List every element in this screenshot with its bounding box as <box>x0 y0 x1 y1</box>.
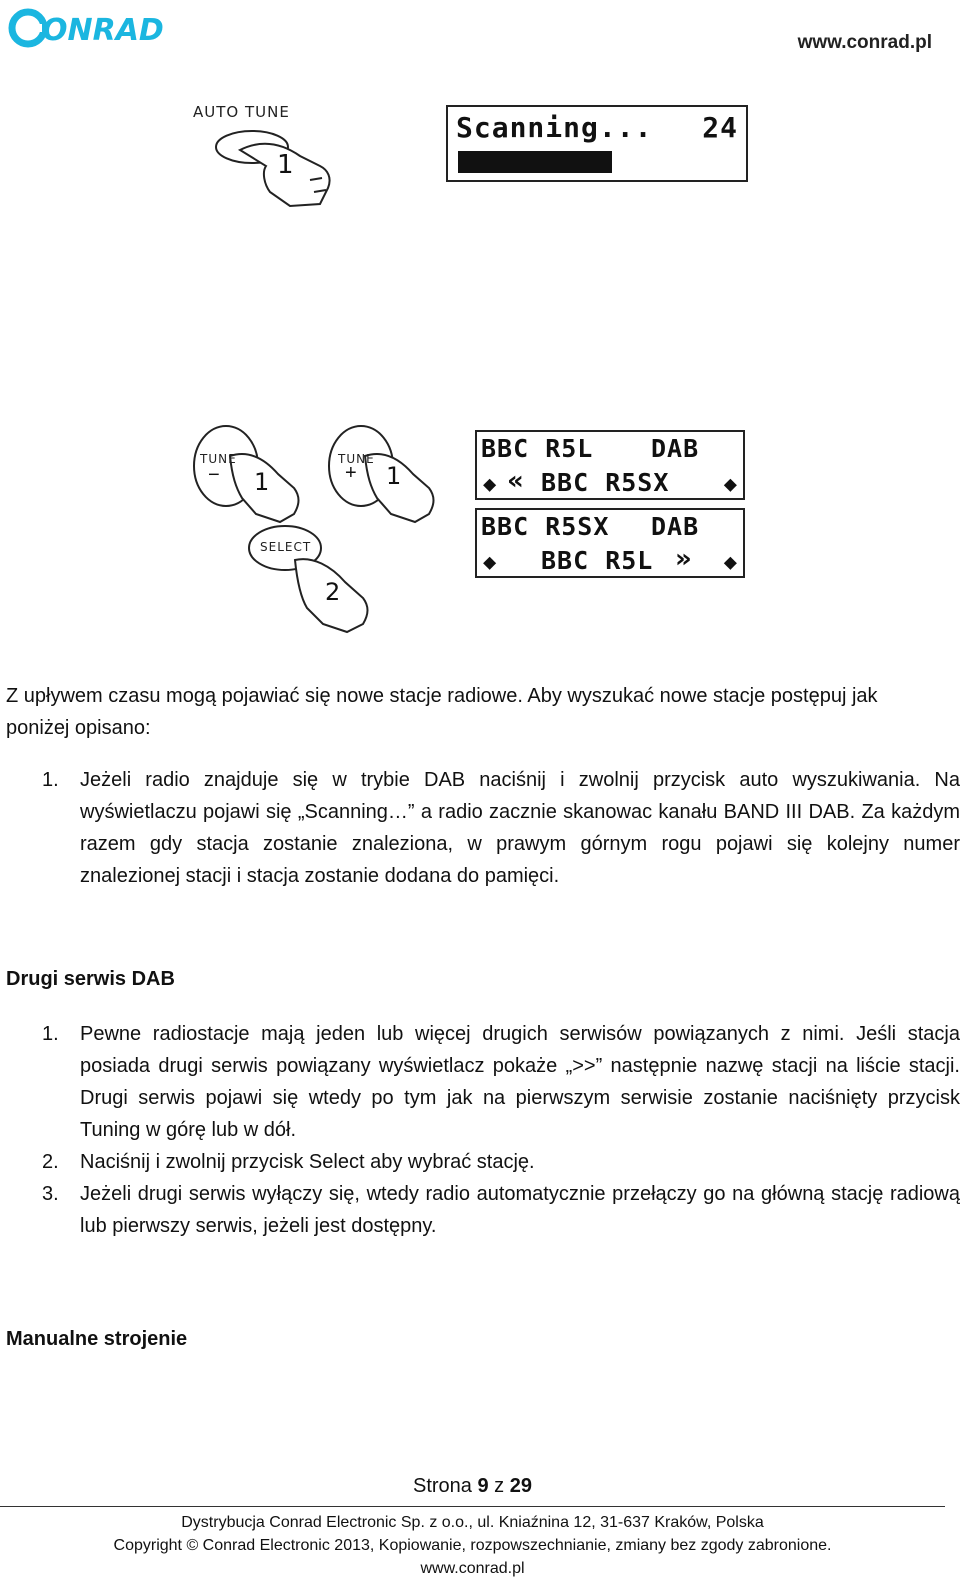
section-heading-dab: Drugi serwis DAB <box>6 968 175 990</box>
chevron-left-icon: « <box>507 466 524 496</box>
list-text: Naciśnij i zwolnij przycisk Select aby wybrać stację. <box>80 1151 535 1173</box>
page-separator: z <box>488 1475 510 1497</box>
list-number: 3. <box>42 1183 59 1205</box>
right-arrow-icon: ◆ <box>723 550 737 575</box>
display-band: DAB <box>651 434 700 463</box>
station-display-2 <box>475 508 745 578</box>
list-number: 2. <box>42 1151 59 1173</box>
header-url[interactable]: www.conrad.pl <box>797 32 932 53</box>
display-secondary-service: BBC R5SX <box>541 468 670 497</box>
step-number: 1 <box>386 462 402 490</box>
tune-up-button-hand-icon <box>325 418 445 528</box>
scan-progress-bar <box>458 151 612 173</box>
chevron-right-icon: » <box>675 544 692 574</box>
logo-wordmark: ONRAD <box>42 13 164 48</box>
left-arrow-icon: ◆ <box>483 472 497 497</box>
display-station-name: BBC R5L <box>481 434 594 463</box>
list-number: 1. <box>42 769 59 791</box>
intro-paragraph: Z upływem czasu mogą pojawiać się nowe stacje radiowe. Aby wyszukać nowe stacje postępuj jak poniżej opisano: <box>6 685 878 739</box>
scanning-display <box>446 105 748 182</box>
display-primary-service: BBC R5L <box>541 546 654 575</box>
auto-tune-label: AUTO TUNE <box>193 103 290 121</box>
tune-minus-label: TUNE <box>200 452 237 466</box>
list-number: 1. <box>42 1023 59 1045</box>
tune-minus-sign: − <box>208 464 220 486</box>
display-station-count: 24 <box>702 111 738 144</box>
display-scanning-text: Scanning... <box>456 111 653 144</box>
list-text: Jeżeli drugi serwis wyłączy się, wtedy radio automatycznie przełączy go na główną stację radiową lub pierwszy serwis, jeżeli jest dostępny. <box>80 1183 960 1237</box>
step-number: 1 <box>254 468 270 496</box>
page-total: 29 <box>509 1475 532 1497</box>
page-prefix: Strona <box>413 1475 478 1497</box>
display-band: DAB <box>651 512 700 541</box>
display-station-name: BBC R5SX <box>481 512 610 541</box>
list-item <box>6 1178 958 1242</box>
list-text: Jeżeli radio znajduje się w trybie DAB naciśnij i zwolnij przycisk auto wyszukiwania. Na wyświetlaczu pojawi się „Scanning…” a radio zacznie skanowac kanału BAND III DAB. Za każdym razem gdy stacja zostanie znaleziona, w prawym górnym rogu pojawi się kolejny numer znalezionej stacji i stacja zostanie dodana do pamięci. <box>80 769 960 887</box>
select-button-hand-icon <box>245 520 385 635</box>
footer-copyright: Copyright © Conrad Electronic 2013, Kopiowanie, rozpowszechnianie, zmiany bez zgody zabronione. <box>113 1537 832 1554</box>
footer-url[interactable]: www.conrad.pl <box>420 1560 525 1577</box>
list-item <box>6 1146 958 1178</box>
list-text: Pewne radiostacje mają jeden lub więcej drugich serwisów powiązanych z nimi. Jeśli stacja posiada drugi serwis powiązany wyświetlacz pokaże „>>” następnie nazwę stacji na liście stacji. Drugi serwis pojawi się wtedy po tym jak na pierwszym serwisie zostanie naciśnięty przycisk Tuning w górę lub w dół. <box>80 1023 960 1141</box>
list-item <box>6 1018 958 1146</box>
right-arrow-icon: ◆ <box>723 472 737 497</box>
step-number: 1 <box>277 150 294 180</box>
page-number <box>0 1475 945 1498</box>
footer-divider <box>0 1506 945 1507</box>
left-arrow-icon: ◆ <box>483 550 497 575</box>
station-display-1 <box>475 430 745 500</box>
tune-plus-sign: + <box>345 462 357 484</box>
tune-plus-label: TUNE <box>338 452 375 466</box>
list-item <box>6 764 958 892</box>
section-heading-manual: Manualne strojenie <box>6 1328 188 1350</box>
auto-tune-button-hand-icon <box>210 122 340 212</box>
conrad-logo <box>8 6 168 50</box>
select-label: SELECT <box>260 540 312 554</box>
step-number: 2 <box>325 578 341 606</box>
page-current: 9 <box>477 1475 489 1497</box>
footer-address: Dystrybucja Conrad Electronic Sp. z o.o., ul. Kniaźnina 12, 31-637 Kraków, Polska <box>181 1514 764 1531</box>
